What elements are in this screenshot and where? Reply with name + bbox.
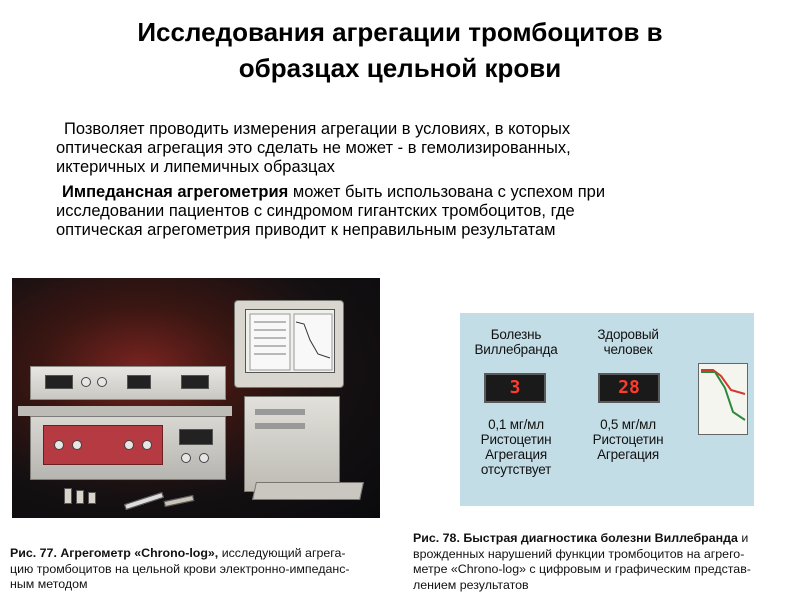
caption-78-label: Рис. 78. Быстрая диагностика болезни Виллебранда — [413, 531, 738, 545]
title-line-2: образцах цельной крови — [238, 53, 562, 83]
computer-tower — [244, 396, 340, 492]
body-text — [56, 120, 756, 246]
paragraph-1-line-1: Позволяет проводить измерения агрегации в условиях, в которых — [64, 120, 571, 138]
right-heading: Здоровый человек — [597, 327, 659, 357]
left-display: 3 — [484, 373, 546, 403]
paragraph-2-line-2: исследовании пациентов с синдромом гигантских тромбоцитов, где — [56, 202, 575, 220]
paragraph-2-line-3: оптическая агрегометрия приводит к неправильным результатам — [56, 221, 556, 239]
paragraph-2 — [56, 183, 756, 240]
title-line-1: Исследования агрегации тромбоцитов в — [137, 17, 663, 47]
red-control-panel — [43, 425, 163, 465]
caption-figure-77: Рис. 77. Агрегометр «Chrono-log», исследующий агрега- цию тромбоцитов на цельной крови электронно-импеданс- ным методом — [10, 546, 350, 591]
computer-monitor — [234, 300, 344, 388]
aggregometer-photo — [12, 278, 380, 518]
paragraph-1 — [56, 120, 756, 177]
right-details: 0,5 мг/мл Ристоцетин Агрегация — [592, 417, 664, 462]
caption-77-label: Рис. 77. Агрегометр «Chrono-log», — [10, 546, 219, 560]
paragraph-2-strong: Импедансная агрегометрия — [62, 183, 289, 201]
aggregation-curve-graph — [698, 363, 748, 435]
paragraph-1-line-2: оптическая агрегация это сделать не может - в гемолизированных, — [56, 139, 571, 157]
keyboard — [252, 482, 364, 500]
right-display: 28 — [598, 373, 660, 403]
left-details: 0,1 мг/мл Ристоцетин Агрегация отсутствует — [480, 417, 552, 477]
slide-title — [40, 14, 760, 86]
left-heading: Болезнь Виллебранда — [474, 327, 558, 357]
reagent-bottles — [64, 484, 184, 504]
equipment-lower-unit — [30, 416, 226, 480]
equipment-upper-unit — [30, 366, 226, 400]
caption-figure-78: Рис. 78. Быстрая диагностика болезни Виллебранда и врожденных нарушений функции тромбоцитов на агрего- метре «Chrono-log» с цифровым и графическим представ- лением результатов — [413, 531, 751, 592]
paragraph-1-line-3: иктеричных и липемичных образцах — [56, 158, 335, 176]
displays-photo — [460, 313, 754, 506]
paragraph-2-line-1-rest: может быть использована с успехом при — [288, 183, 606, 201]
curve-red — [701, 370, 745, 394]
